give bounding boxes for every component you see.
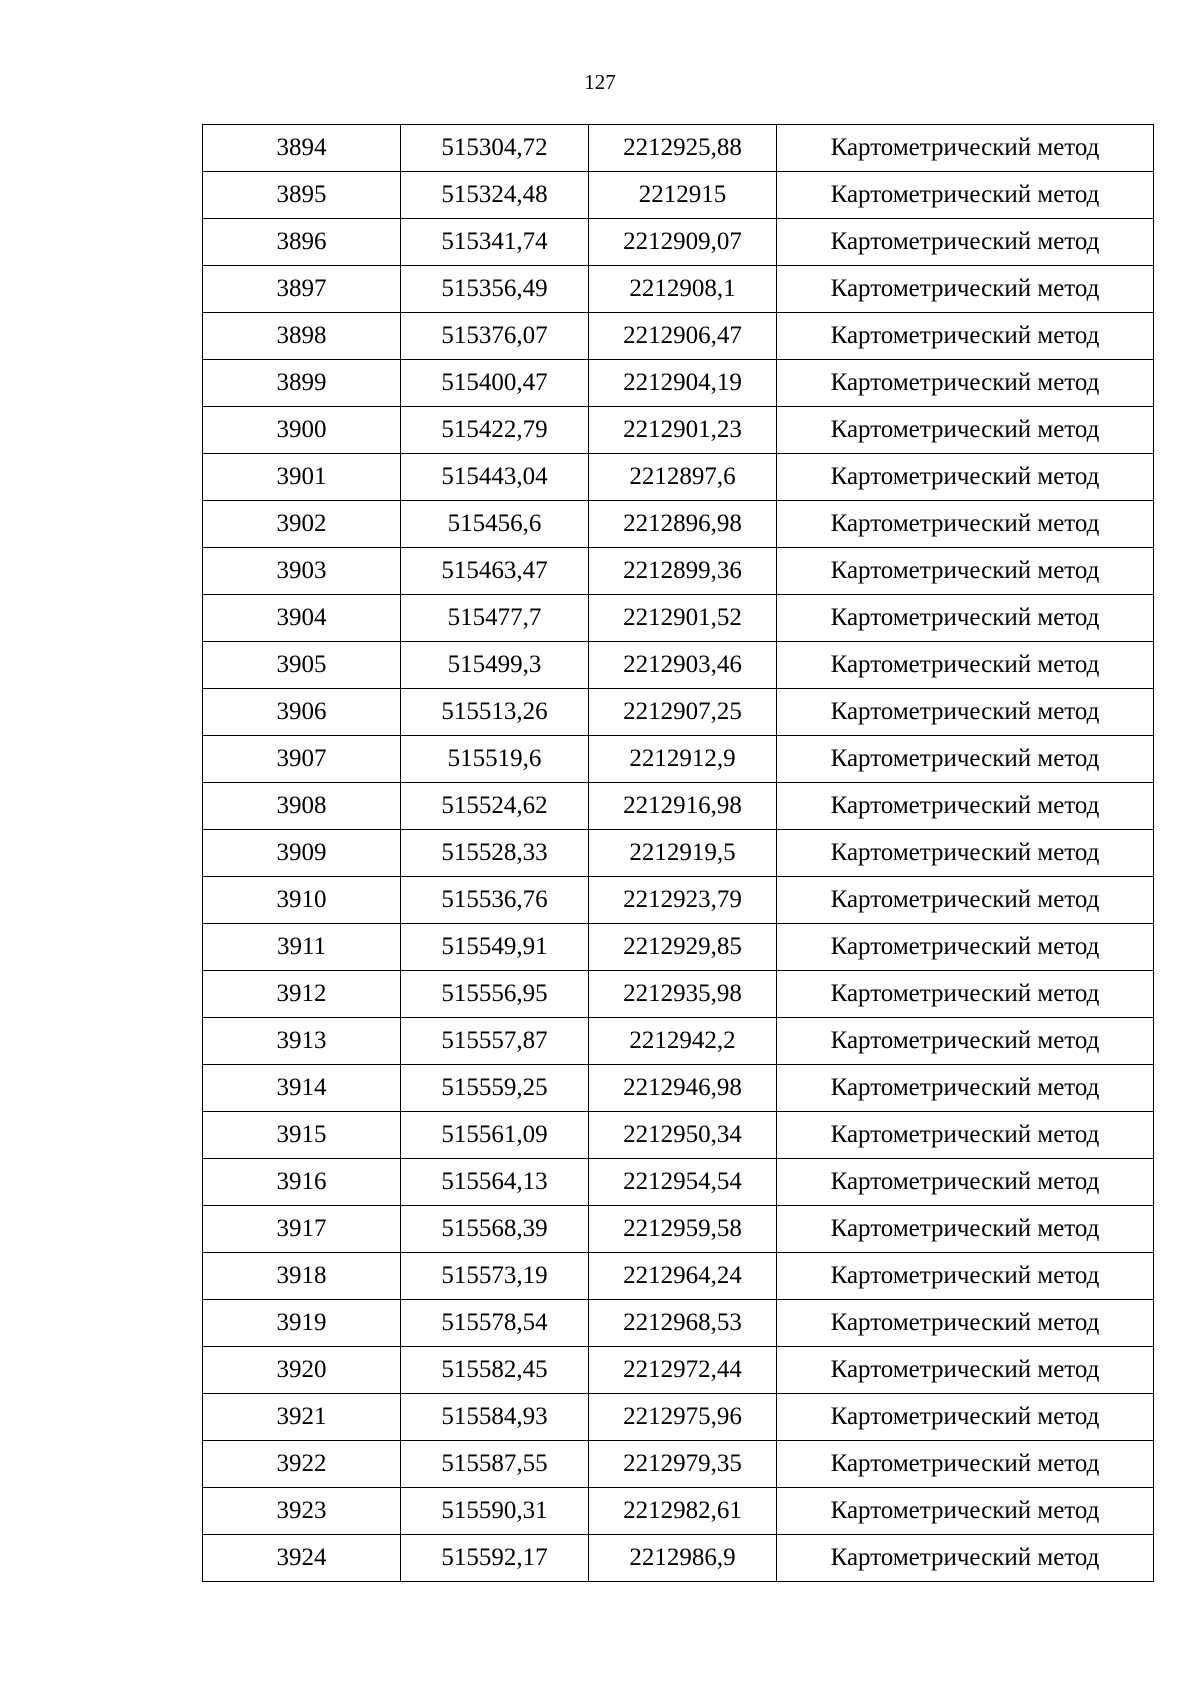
x-coordinate-cell: 515549,91 (401, 924, 589, 971)
y-coordinate-cell: 2212919,5 (589, 830, 777, 877)
y-coordinate-cell: 2212916,98 (589, 783, 777, 830)
y-coordinate-cell: 2212979,35 (589, 1441, 777, 1488)
x-coordinate-cell: 515443,04 (401, 454, 589, 501)
method-cell: Картометрический метод (777, 125, 1154, 172)
point-number-cell: 3917 (203, 1206, 401, 1253)
table-row (203, 172, 1154, 219)
method-cell: Картометрический метод (777, 1347, 1154, 1394)
x-coordinate-cell: 515568,39 (401, 1206, 589, 1253)
y-coordinate-cell: 2212897,6 (589, 454, 777, 501)
x-coordinate-cell: 515400,47 (401, 360, 589, 407)
point-number-cell: 3914 (203, 1065, 401, 1112)
x-coordinate-cell: 515513,26 (401, 689, 589, 736)
table-row (203, 877, 1154, 924)
table-row (203, 219, 1154, 266)
table-row (203, 313, 1154, 360)
point-number-cell: 3900 (203, 407, 401, 454)
method-cell: Картометрический метод (777, 313, 1154, 360)
x-coordinate-cell: 515557,87 (401, 1018, 589, 1065)
point-number-cell: 3910 (203, 877, 401, 924)
method-cell: Картометрический метод (777, 783, 1154, 830)
method-cell: Картометрический метод (777, 642, 1154, 689)
point-number-cell: 3912 (203, 971, 401, 1018)
point-number-cell: 3906 (203, 689, 401, 736)
x-coordinate-cell: 515356,49 (401, 266, 589, 313)
point-number-cell: 3904 (203, 595, 401, 642)
method-cell: Картометрический метод (777, 1488, 1154, 1535)
point-number-cell: 3902 (203, 501, 401, 548)
table-row (203, 501, 1154, 548)
method-cell: Картометрический метод (777, 924, 1154, 971)
table-row (203, 1347, 1154, 1394)
x-coordinate-cell: 515463,47 (401, 548, 589, 595)
table-row (203, 736, 1154, 783)
point-number-cell: 3915 (203, 1112, 401, 1159)
table-row (203, 360, 1154, 407)
point-number-cell: 3903 (203, 548, 401, 595)
page-number: 127 (584, 70, 616, 94)
y-coordinate-cell: 2212901,23 (589, 407, 777, 454)
point-number-cell: 3898 (203, 313, 401, 360)
method-cell: Картометрический метод (777, 1394, 1154, 1441)
method-cell: Картометрический метод (777, 595, 1154, 642)
table-row (203, 1488, 1154, 1535)
y-coordinate-cell: 2212946,98 (589, 1065, 777, 1112)
point-number-cell: 3897 (203, 266, 401, 313)
method-cell: Картометрический метод (777, 689, 1154, 736)
point-number-cell: 3905 (203, 642, 401, 689)
table-row (203, 454, 1154, 501)
method-cell: Картометрический метод (777, 1159, 1154, 1206)
y-coordinate-cell: 2212899,36 (589, 548, 777, 595)
table-row (203, 1018, 1154, 1065)
method-cell: Картометрический метод (777, 548, 1154, 595)
y-coordinate-cell: 2212896,98 (589, 501, 777, 548)
method-cell: Картометрический метод (777, 454, 1154, 501)
method-cell: Картометрический метод (777, 407, 1154, 454)
y-coordinate-cell: 2212909,07 (589, 219, 777, 266)
x-coordinate-cell: 515590,31 (401, 1488, 589, 1535)
x-coordinate-cell: 515519,6 (401, 736, 589, 783)
x-coordinate-cell: 515573,19 (401, 1253, 589, 1300)
method-cell: Картометрический метод (777, 219, 1154, 266)
method-cell: Картометрический метод (777, 1300, 1154, 1347)
point-number-cell: 3908 (203, 783, 401, 830)
method-cell: Картометрический метод (777, 971, 1154, 1018)
table-row (203, 642, 1154, 689)
x-coordinate-cell: 515587,55 (401, 1441, 589, 1488)
table-row (203, 1065, 1154, 1112)
x-coordinate-cell: 515582,45 (401, 1347, 589, 1394)
y-coordinate-cell: 2212907,25 (589, 689, 777, 736)
table-row (203, 971, 1154, 1018)
y-coordinate-cell: 2212954,54 (589, 1159, 777, 1206)
point-number-cell: 3901 (203, 454, 401, 501)
method-cell: Картометрический метод (777, 1206, 1154, 1253)
x-coordinate-cell: 515304,72 (401, 125, 589, 172)
x-coordinate-cell: 515341,74 (401, 219, 589, 266)
y-coordinate-cell: 2212915 (589, 172, 777, 219)
method-cell: Картометрический метод (777, 360, 1154, 407)
table-row (203, 924, 1154, 971)
table-row (203, 830, 1154, 877)
y-coordinate-cell: 2212959,58 (589, 1206, 777, 1253)
coordinates-table-body (203, 125, 1154, 1582)
table-row (203, 407, 1154, 454)
point-number-cell: 3919 (203, 1300, 401, 1347)
y-coordinate-cell: 2212929,85 (589, 924, 777, 971)
method-cell: Картометрический метод (777, 1018, 1154, 1065)
x-coordinate-cell: 515584,93 (401, 1394, 589, 1441)
method-cell: Картометрический метод (777, 877, 1154, 924)
method-cell: Картометрический метод (777, 736, 1154, 783)
y-coordinate-cell: 2212942,2 (589, 1018, 777, 1065)
method-cell: Картометрический метод (777, 830, 1154, 877)
x-coordinate-cell: 515376,07 (401, 313, 589, 360)
point-number-cell: 3907 (203, 736, 401, 783)
y-coordinate-cell: 2212935,98 (589, 971, 777, 1018)
x-coordinate-cell: 515456,6 (401, 501, 589, 548)
table-row (203, 548, 1154, 595)
table-row (203, 595, 1154, 642)
table-row (203, 783, 1154, 830)
x-coordinate-cell: 515528,33 (401, 830, 589, 877)
table-row (203, 1394, 1154, 1441)
y-coordinate-cell: 2212986,9 (589, 1535, 777, 1582)
method-cell: Картометрический метод (777, 1535, 1154, 1582)
point-number-cell: 3921 (203, 1394, 401, 1441)
method-cell: Картометрический метод (777, 1441, 1154, 1488)
point-number-cell: 3911 (203, 924, 401, 971)
table-row (203, 1535, 1154, 1582)
y-coordinate-cell: 2212972,44 (589, 1347, 777, 1394)
x-coordinate-cell: 515559,25 (401, 1065, 589, 1112)
y-coordinate-cell: 2212901,52 (589, 595, 777, 642)
coordinates-table (202, 124, 1154, 1582)
table-row (203, 125, 1154, 172)
table-row (203, 1441, 1154, 1488)
point-number-cell: 3920 (203, 1347, 401, 1394)
method-cell: Картометрический метод (777, 1253, 1154, 1300)
table-row (203, 1112, 1154, 1159)
point-number-cell: 3918 (203, 1253, 401, 1300)
x-coordinate-cell: 515592,17 (401, 1535, 589, 1582)
method-cell: Картометрический метод (777, 266, 1154, 313)
point-number-cell: 3923 (203, 1488, 401, 1535)
table-row (203, 1300, 1154, 1347)
method-cell: Картометрический метод (777, 501, 1154, 548)
x-coordinate-cell: 515564,13 (401, 1159, 589, 1206)
x-coordinate-cell: 515524,62 (401, 783, 589, 830)
method-cell: Картометрический метод (777, 1065, 1154, 1112)
point-number-cell: 3916 (203, 1159, 401, 1206)
y-coordinate-cell: 2212906,47 (589, 313, 777, 360)
x-coordinate-cell: 515422,79 (401, 407, 589, 454)
point-number-cell: 3909 (203, 830, 401, 877)
table-row (203, 1253, 1154, 1300)
y-coordinate-cell: 2212912,9 (589, 736, 777, 783)
y-coordinate-cell: 2212904,19 (589, 360, 777, 407)
x-coordinate-cell: 515477,7 (401, 595, 589, 642)
point-number-cell: 3894 (203, 125, 401, 172)
y-coordinate-cell: 2212923,79 (589, 877, 777, 924)
method-cell: Картометрический метод (777, 172, 1154, 219)
y-coordinate-cell: 2212964,24 (589, 1253, 777, 1300)
point-number-cell: 3922 (203, 1441, 401, 1488)
y-coordinate-cell: 2212968,53 (589, 1300, 777, 1347)
x-coordinate-cell: 515499,3 (401, 642, 589, 689)
point-number-cell: 3896 (203, 219, 401, 266)
x-coordinate-cell: 515578,54 (401, 1300, 589, 1347)
point-number-cell: 3899 (203, 360, 401, 407)
y-coordinate-cell: 2212925,88 (589, 125, 777, 172)
x-coordinate-cell: 515561,09 (401, 1112, 589, 1159)
point-number-cell: 3924 (203, 1535, 401, 1582)
y-coordinate-cell: 2212975,96 (589, 1394, 777, 1441)
y-coordinate-cell: 2212908,1 (589, 266, 777, 313)
table-row (203, 689, 1154, 736)
y-coordinate-cell: 2212903,46 (589, 642, 777, 689)
method-cell: Картометрический метод (777, 1112, 1154, 1159)
point-number-cell: 3913 (203, 1018, 401, 1065)
point-number-cell: 3895 (203, 172, 401, 219)
x-coordinate-cell: 515556,95 (401, 971, 589, 1018)
x-coordinate-cell: 515536,76 (401, 877, 589, 924)
table-row (203, 1206, 1154, 1253)
y-coordinate-cell: 2212982,61 (589, 1488, 777, 1535)
table-row (203, 1159, 1154, 1206)
x-coordinate-cell: 515324,48 (401, 172, 589, 219)
table-row (203, 266, 1154, 313)
y-coordinate-cell: 2212950,34 (589, 1112, 777, 1159)
